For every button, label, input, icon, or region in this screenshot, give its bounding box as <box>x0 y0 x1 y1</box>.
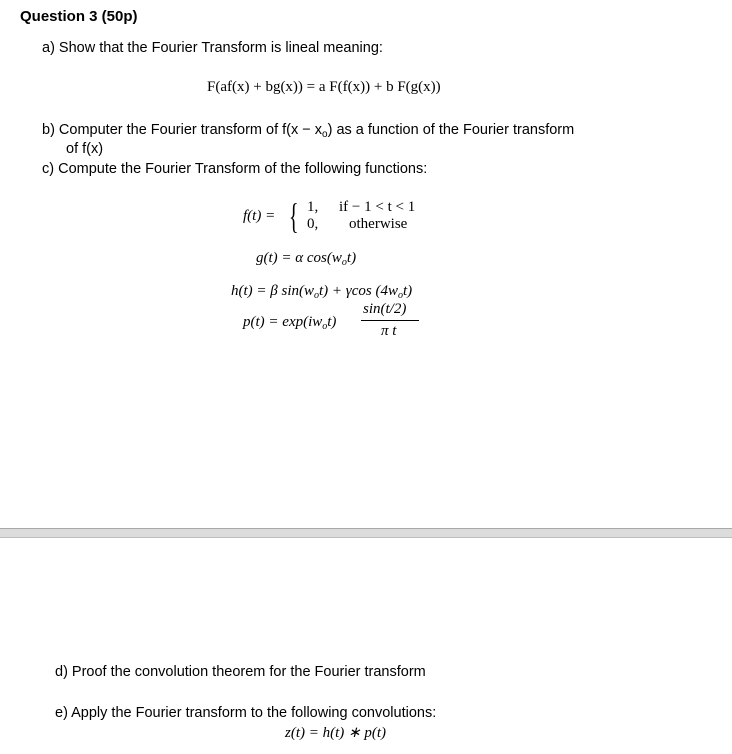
g-equation-start: g(t) = α cos(w <box>256 250 342 266</box>
g-equation <box>256 250 356 267</box>
page-divider <box>0 528 732 538</box>
f-case2-condition: otherwise <box>349 216 408 232</box>
p-equation-end: t) <box>327 314 337 330</box>
h-equation-middle: t) + γcos (4w <box>319 283 398 299</box>
p-fraction-numerator: sin(t/2) <box>363 301 407 317</box>
question-title: Question 3 (50p) <box>20 8 138 25</box>
h-equation-end: t) <box>402 283 413 299</box>
f-case1-condition: if − 1 < t < 1 <box>339 199 416 215</box>
f-case1-value: 1, <box>307 199 319 215</box>
h-subscript-2: o <box>397 290 403 301</box>
part-b-text-end: ) as a function of the Fourier transform <box>327 122 575 138</box>
p-fraction-bar <box>361 320 419 321</box>
part-a-text: a) Show that the Fourier Transform is lineal meaning: <box>42 40 383 56</box>
p-subscript: o <box>322 321 328 332</box>
h-equation-start: h(t) = β sin(w <box>231 283 315 299</box>
p-equation <box>243 314 336 331</box>
h-subscript-1: o <box>314 290 320 301</box>
f-lhs: f(t) = <box>243 208 276 224</box>
part-c-text: c) Compute the Fourier Transform of the following functions: <box>42 161 428 177</box>
convolution-equation: z(t) = h(t) ∗ p(t) <box>285 725 387 741</box>
part-d-text: d) Proof the convolution theorem for the Fourier transform <box>55 664 426 680</box>
piecewise-brace: { <box>289 196 299 236</box>
g-subscript: o <box>341 257 347 268</box>
part-b-subscript: o <box>322 129 328 140</box>
h-equation <box>231 283 412 300</box>
linearity-equation: F(af(x) + bg(x)) = a F(f(x)) + b F(g(x)) <box>207 79 441 95</box>
g-equation-end: t) <box>346 250 357 266</box>
p-fraction-denominator: π t <box>381 323 397 339</box>
f-case2-value: 0, <box>307 216 319 232</box>
part-b-text <box>42 122 574 138</box>
part-b-text-line2: of f(x) <box>66 141 104 157</box>
p-equation-start: p(t) = exp(iw <box>243 314 323 330</box>
part-b-text-start: b) Computer the Fourier transform of f(x − x <box>42 122 323 138</box>
part-e-text: e) Apply the Fourier transform to the following convolutions: <box>55 705 437 721</box>
